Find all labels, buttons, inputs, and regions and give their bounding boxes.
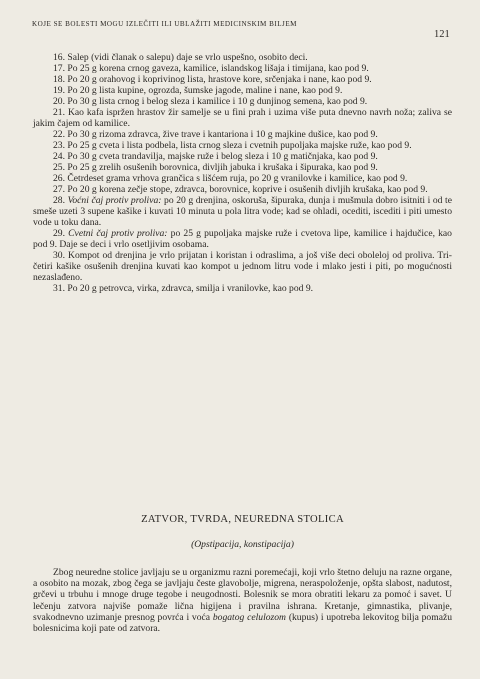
list-item: 23. Po 25 g cveta i lista podbela, lista crnog sleza i cvetnih pupoljaka majske ruže, kao pod 9.: [53, 140, 412, 151]
list-item: 30. Kompot od drenjina je vrlo prijatan i koristan i odraslima, a još više deci oboleloj od proliva. Tri-četiri kašike osušenih drenjina kuvati kao kompot u jednom litru vode i mlako jesti i piti, po mogućnosti nezaslađeno.: [33, 250, 452, 283]
list-item: 24. Po 30 g cveta trandavilja, majske ruže i belog sleza i 10 g matičnjaka, kao pod 9.: [53, 151, 378, 162]
paragraph-text: (kupus) i upotreba lekovitog bilja pomažu bolesnicima koji pate od zatvora.: [33, 611, 453, 635]
section-title: ZATVOR, TVRDA, NEUREDNA STOLICA: [141, 514, 344, 525]
paragraph-italic: bogatog celulozom: [212, 611, 286, 623]
item-number: 29.: [53, 228, 65, 239]
running-head: KOJE SE BOLESTI MOGU IZLEČITI ILI UBLAŽITI MEDICINSKIM BILJEM: [32, 20, 297, 28]
item-number: 28.: [53, 195, 65, 206]
section-subtitle: (Opstipacija, konstipacija): [191, 539, 294, 550]
list-item: 31. Po 20 g petrovca, virka, zdravca, smilja i vranilovke, kao pod 9.: [53, 283, 314, 294]
item-title: Voćni čaj protiv proliva:: [67, 195, 162, 206]
list-item: 16. Salep (vidi članak o salepu) daje se vrlo uspešno, osobito deci.: [53, 52, 308, 63]
list-item: 26. Četrdeset grama vrhova grančica s lišćem ruja, po 20 g vranilovke i kamilice, kao pod 9.: [53, 173, 408, 184]
remedy-list: [33, 52, 452, 294]
page-number: 121: [434, 29, 450, 40]
item-text: po 20 g drenjina, oskoruša, šipuraka, dunja i mušmula dobro isitniti i od te smeše uzeti 3 supene kašike i kuvati 10 minuta u pola litra vode; kad se ohladi, ocediti, iscediti i piti umesto vode u toku dana.: [33, 195, 452, 228]
list-item: 22. Po 30 g rizoma zdravca, žive trave i kantariona i 10 g majkine dušice, kao pod 9.: [53, 129, 378, 140]
list-item: [33, 228, 452, 250]
list-item: 19. Po 20 g lista kupine, ogrozda, šumske jagode, maline i nane, kao pod 9.: [53, 85, 343, 96]
list-item: 27. Po 20 g korena zečje stope, zdravca, borovnice, koprive i osušenih divljih krušaka, kao pod 9.: [53, 184, 428, 195]
section-body: [33, 567, 452, 634]
item-text: po 25 g pupoljaka majske ruže i cvetova lipe, kamilice i hajdučice, kao pod 9. Daje se deci i vrlo osetljivim osobama.: [33, 228, 452, 250]
list-item: 20. Po 30 g lista crnog i belog sleza i kamilice i 10 g dunjinog semena, kao pod 9.: [53, 96, 368, 107]
body-paragraph: [33, 567, 452, 634]
list-item: 17. Po 25 g korena crnog gaveza, kamilice, islandskog lišaja i timijana, kao pod 9.: [53, 63, 369, 74]
list-item: [33, 195, 452, 228]
list-item: 21. Kao kafa ispržen hrastov žir samelje se u fini prah i uzima više puta dnevno navrh noža; zaliva se jakim čajem od kamilice.: [33, 107, 452, 129]
list-item: 18. Po 20 g orahovog i koprivinog lista, hrastove kore, srčenjaka i nane, kao pod 9.: [53, 74, 372, 85]
item-title: Cvetni čaj protiv proliva:: [68, 228, 168, 239]
list-item: 25. Po 25 g zrelih osušenih borovnica, divljih jabuka i krušaka i šipuraka, kao pod 9.: [53, 162, 378, 173]
paragraph-text: Zbog neuredne stolice javljaju se u organizmu razni poremećaji, koji vrlo štetno deluju na razne organe, a osobito na mozak, zbog čega se javljaju česte glavobolje, migrena, neraspoloženje, opšta slabost, nadutost, grčevi u trbuhu i mnoge druge tegobe i neugodnosti. Bolesnik se mora obratiti lekaru za pomoć i savet. U lečenju zatvora najviše pomaže lična higijena i pravilna ishrana. Kretanje, gimnastika, plivanje, svakodnevno uzimanje presnog povrća i voća: [33, 567, 452, 623]
